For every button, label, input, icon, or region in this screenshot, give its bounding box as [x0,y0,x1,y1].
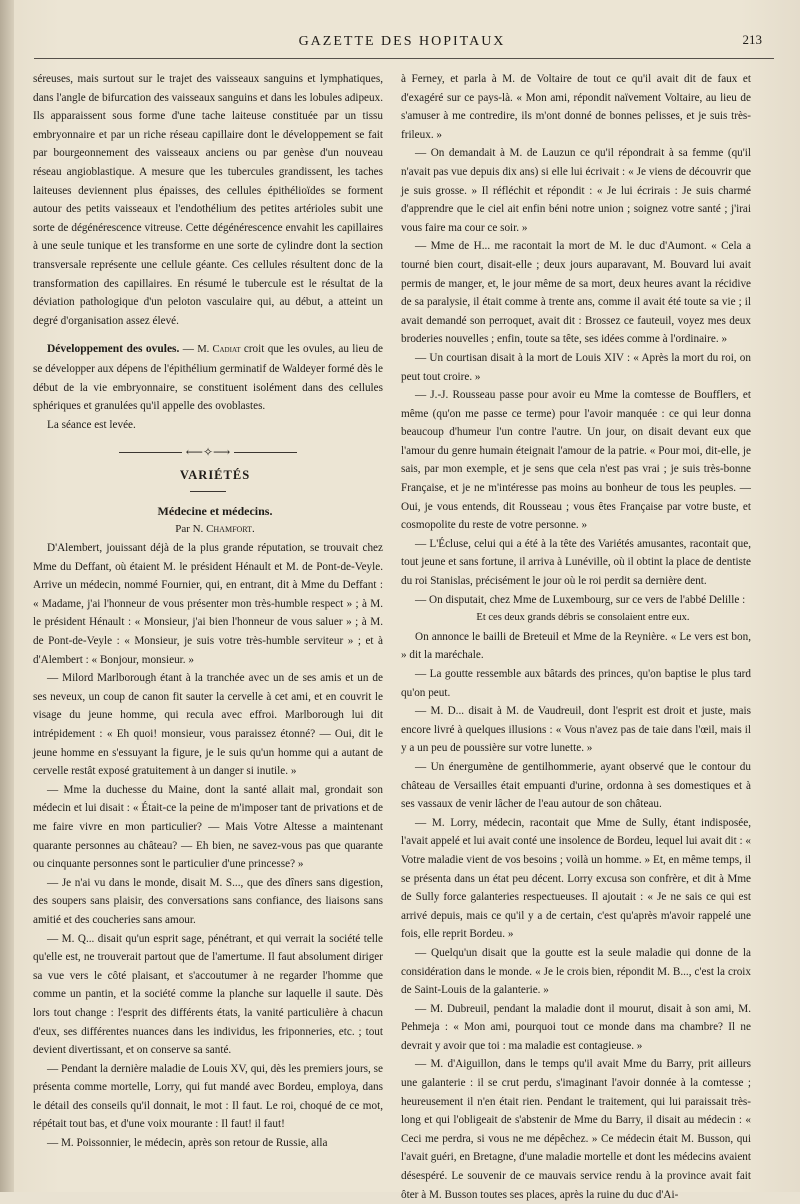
left-column [33,70,383,1170]
article-title: Médecine et médecins. [157,503,273,518]
anecdote-paragraph: à Ferney, et parla à M. de Voltaire de tout ce qu'il avait dit de faux et d'exagéré sur ce pays-là. « Mon ami, répondit naïvement Voltaire, au lieu de s'amuser à me contredire, ils m'ont donné de bonnes pelisses, et je suis très-frileux. » [401,73,751,141]
divider-ornament: ⟵✧⟶ [33,444,383,460]
anecdote-paragraph: — M. d'Aiguillon, dans le temps qu'il avait Mme du Barry, prit ailleurs une galanterie : il se crut perdu, s'imaginant l'avoir donnée à la comtesse ; heureusement il n'en était rien. Pendant le traitement, qui lui paraissait très-long et qui l'obligeait de s'abstenir de Mme du Barry, il disait au médecin : « Ceci me perdra, si vous ne me dépêchez. » Ce médecin était M. Busson, qui l'avait guéri, en Bretagne, d'une maladie mortelle et dont les médecins avaient désespéré. Le souvenir de ce mauvais service rendu à la province avait fait ôter à M. Busson toutes ses places, après la ruine du duc d'Ai- [401,1058,751,1201]
anecdote-paragraph: — Un énergumène de gentilhommerie, ayant observé que le contour du château de Versailles était empuanti d'urine, ordonna à ses domestiques et à ses vassaux de venir lâcher de l'eau autour de son château. [401,760,751,811]
right-column [401,70,751,1201]
byline-author: Chamfort. [206,523,255,536]
anecdote-paragraph: On annonce le bailli de Breteuil et Mme de la Reynière. « Le vers est bon, » dit la maréchale. [401,630,751,662]
anecdote-paragraph: — Un courtisan disait à la mort de Louis XIV : « Après la mort du roi, on peut tout croire. » [401,351,751,383]
varietes-heading: VARIÉTÉS [179,468,251,483]
seance-closing: La séance est levée. [47,418,136,431]
section-divider [33,444,383,460]
ovules-section [33,340,383,415]
anecdote-paragraph: — M. Dubreuil, pendant la maladie dont il mourut, disait à son ami, M. Pehmeja : « Mon ami, pourquoi tout ce monde dans ma chambre? Il ne devrait y avoir que toi : ma maladie est contagieuse. » [401,1002,751,1052]
anecdote-paragraph: — Quelqu'un disait que la goutte est la seule maladie qui donne de la considération dans le monde. « Je le crois bien, répondit M. B..., c'est la croix de Saint-Louis de la galanterie. » [401,946,751,997]
anecdote-paragraph: — J.-J. Rousseau passe pour avoir eu Mme la comtesse de Boufflers, et même (qu'on me passe ce terme) pour l'avoir manquée : ce qui leur donna beaucoup d'humeur l'un contre l'autre. Un jour, on disait devant eux que l'amour du genre humain éteignait l'amour de la patrie. « Pour moi, dit-elle, je sais, par mon exemple, et je sens que cela n'est pas vrai ; je suis très-bonne Française, et je ne m'intéresse pas moins au bonheur de tous les peuples. — Oui, je vous entends, dit Rousseau ; vous êtes Française par votre buste, et cosmopolite du reste de votre personne. » [401,389,751,532]
journal-title: GAZETTE DES HOPITAUX [298,34,506,49]
anecdote-paragraph: — Je n'ai vu dans le monde, disait M. S..., que des dîners sans digestion, des soupers sans plaisir, des conversations sans confiance, des liaisons sans amitié et des coucheries sans amour. [33,876,383,926]
tubercle-paragraph: séreuses, mais surtout sur le trajet des vaisseaux sanguins et lymphatiques, dans l'angle de bifurcation des vaisseaux sanguins et dans les lobules adipeux. Ils apparaissent sous forme d'une tache laiteuse constituée par un tissu embryonnaire et par un riche réseau capillaire dont le développement se fait par bourgeonnement des vaisseaux anciens ou par genèse d'un nouveau réseau angioblastique. A mesure que les tubercules grandissent, les taches laiteuses deviennent plus épaisses, des cellules épithélioïdes se forment autour des petits vaisseaux et l'endothélium des petites artérioles subit une sorte de dégénérescence vitreuse. Cette dégénérescence envahit les capillaires à une seule tunique et les transforme en une sorte de cylindre dont la section transversale représente une cellule géante. Ces cellules résultent donc de la transformation des capillaires. En résumé le tubercule est le résultat de la déviation pathologique d'un peloton vasculaire qui, au début, a atteint un degré d'organisation assez élevé. [33,73,383,327]
anecdote-paragraph: — Pendant la dernière maladie de Louis XV, qui, dès les premiers jours, se présenta comme mortelle, Lorry, qui fut mandé avec Bordeu, employa, dans le détail des conseils qu'il donnait, le mot : Il faut. Le roi, choqué de ce mot, répétait tout bas, et d'une voix mourante : Il faut! il faut! [33,1062,383,1131]
ovules-section-title: Développement des ovules. [47,343,180,356]
page-header [34,30,770,56]
anecdote-paragraph: — L'Écluse, celui qui a été à la tête des Variétés amusantes, racontait que, tout jeune et sans fortune, il arriva à Lunéville, où il obtint la place de dentiste du roi Stanislas, précisément le jour où le roi perdit sa dernière dent. [401,537,751,588]
anecdote-paragraph: — On disputait, chez Mme de Luxembourg, sur ce vers de l'abbé Delille : [415,593,746,606]
article-byline: Par N. Chamfort. [175,523,255,536]
anecdote-paragraph: — On demandait à M. de Lauzun ce qu'il répondrait à sa femme (qu'il n'avait pas vue depuis dix ans) si elle lui écrivait : « Je viens de découvrir que je suis grosse. » Il réfléchit et répondit : « Je lui écrirais : Je suis charmé d'apprendre que le ciel ait enfin béni notre union ; soignez votre santé ; j'irai vous faire ma cour ce soir. » [401,147,751,234]
anecdote-paragraph: — M. Q... disait qu'un esprit sage, pénétrant, et qui verrait la société telle qu'elle est, ne trouverait partout que de l'amertume. Il faut absolument diriger sa vue vers le côté plaisant, et s'accoutumer à ne regarder l'homme que comme un pantin, et la société comme la planche sur laquelle il saute. Dès lors tout change : l'esprit des différents états, la vanité particulière à chacun d'eux, ses différentes nuances dans les individus, les friponneries, etc. ; tout devient divertissant, et on conserve sa santé. [33,932,383,1057]
anecdote-paragraph: D'Alembert, jouissant déjà de la plus grande réputation, se trouvait chez Mme du Deffant, où étaient M. le président Hénault et M. de Pont-de-Veyle. Arrive un médecin, nommé Fournier, qui, en entrant, dit à Mme du Deffant : « Madame, j'ai l'honneur de vous présenter mon très-humble respect » ; à M. le président Hénault : « Monsieur, j'ai bien l'honneur de vous saluer » ; à M. de Pont-de-Veyle : « Monsieur, je suis votre très-humble serviteur » ; et à d'Alembert : « Bonjour, monsieur. » [33,542,383,666]
quoted-verse: Et ces deux grands débris se consolaient entre eux. [476,612,690,624]
ovules-section-author: M. Cadiat [197,344,241,356]
anecdote-paragraph: — M. D... disait à M. de Vaudreuil, dont l'esprit est droit et juste, mais encore livré à quelques illusions : « Vous n'avez pas de taie dans l'œil, mais il y a un peu de poussière sur votre lunette. » [401,705,751,755]
anecdote-paragraph: — La goutte ressemble aux bâtards des princes, qu'on baptise le plus tard qu'on peut. [401,668,751,699]
page-number: 213 [742,32,762,47]
ovules-section-text: croit que les ovules, au lieu de se développer aux dépens de l'épithélium germinatif de Waldeyer formé dès le début de la vie embryonnaire, se constituent isolément dans des cellules sphériques et granulées qu'il appelle des ovoblastes. [33,343,384,413]
header-rule [34,58,774,59]
heading-short-rule [190,491,226,492]
anecdote-paragraph: — Mme de H... me racontait la mort de M. le duc d'Aumont. « Cela a tourné bien court, disait-elle ; deux jours auparavant, M. Bouvard lui avait permis de manger, et, le jour même de sa mort, deux heures avant la récidive de sa paralysie, il était comme à trente ans, comme il avait été toute sa vie ; il avait demandé son perroquet, avait dit : Brossez ce fauteuil, voyez mes deux broderies nouvelles ; enfin, toute sa tête, ses idées comme à l'ordinaire. » [401,240,751,346]
anecdote-paragraph: — Milord Marlborough étant à la tranchée avec un de ses amis et un de ses neveux, un coup de canon fit sauter la cervelle à cet ami, et en couvrit le visage du jeune homme, qui recula avec effroi. Marlborough lui dit intrépidement : « Eh quoi! monsieur, vous paraissez étonné? — Oui, dit le jeune homme en s'essuyant la figure, je le suis qu'un homme qui a autant de cervelle restât exposé gratuitement à un danger si inutile. » [33,672,383,778]
binding-gutter [0,0,14,1192]
anecdote-paragraph: — M. Lorry, médecin, racontait que Mme de Sully, étant indisposée, l'avait appelé et lui avait conté une insolence de Bordeu, lequel lui avait dit : « Votre maladie vient de vos besoins ; voilà un homme. » Et, en même temps, il se présenta dans un état peu décent. Lorry excusa son confrère, et dit à Mme de Sully force galanteries respectueuses. Il ajoutait : « Je ne sais ce qui est arrivé depuis, mais ce qu'il y a de certain, c'est qu'après m'avoir rappelé une fois, elle reprit Bordeu. » [401,816,751,941]
ovules-section-dash: — [179,343,198,356]
anecdote-paragraph: — Mme la duchesse du Maine, dont la santé allait mal, grondait son médecin et lui disait : « Était-ce la peine de m'imposer tant de privations et de me faire vivre en mon particulier? — Mais Votre Altesse a maintenant quarante personnes au château? — Eh bien, ne savez-vous pas que quarante ou cinquante personnes sont le particulier d'une princesse? » [33,783,383,871]
anecdote-paragraph: — M. Poissonnier, le médecin, après son retour de Russie, alla [47,1137,328,1150]
